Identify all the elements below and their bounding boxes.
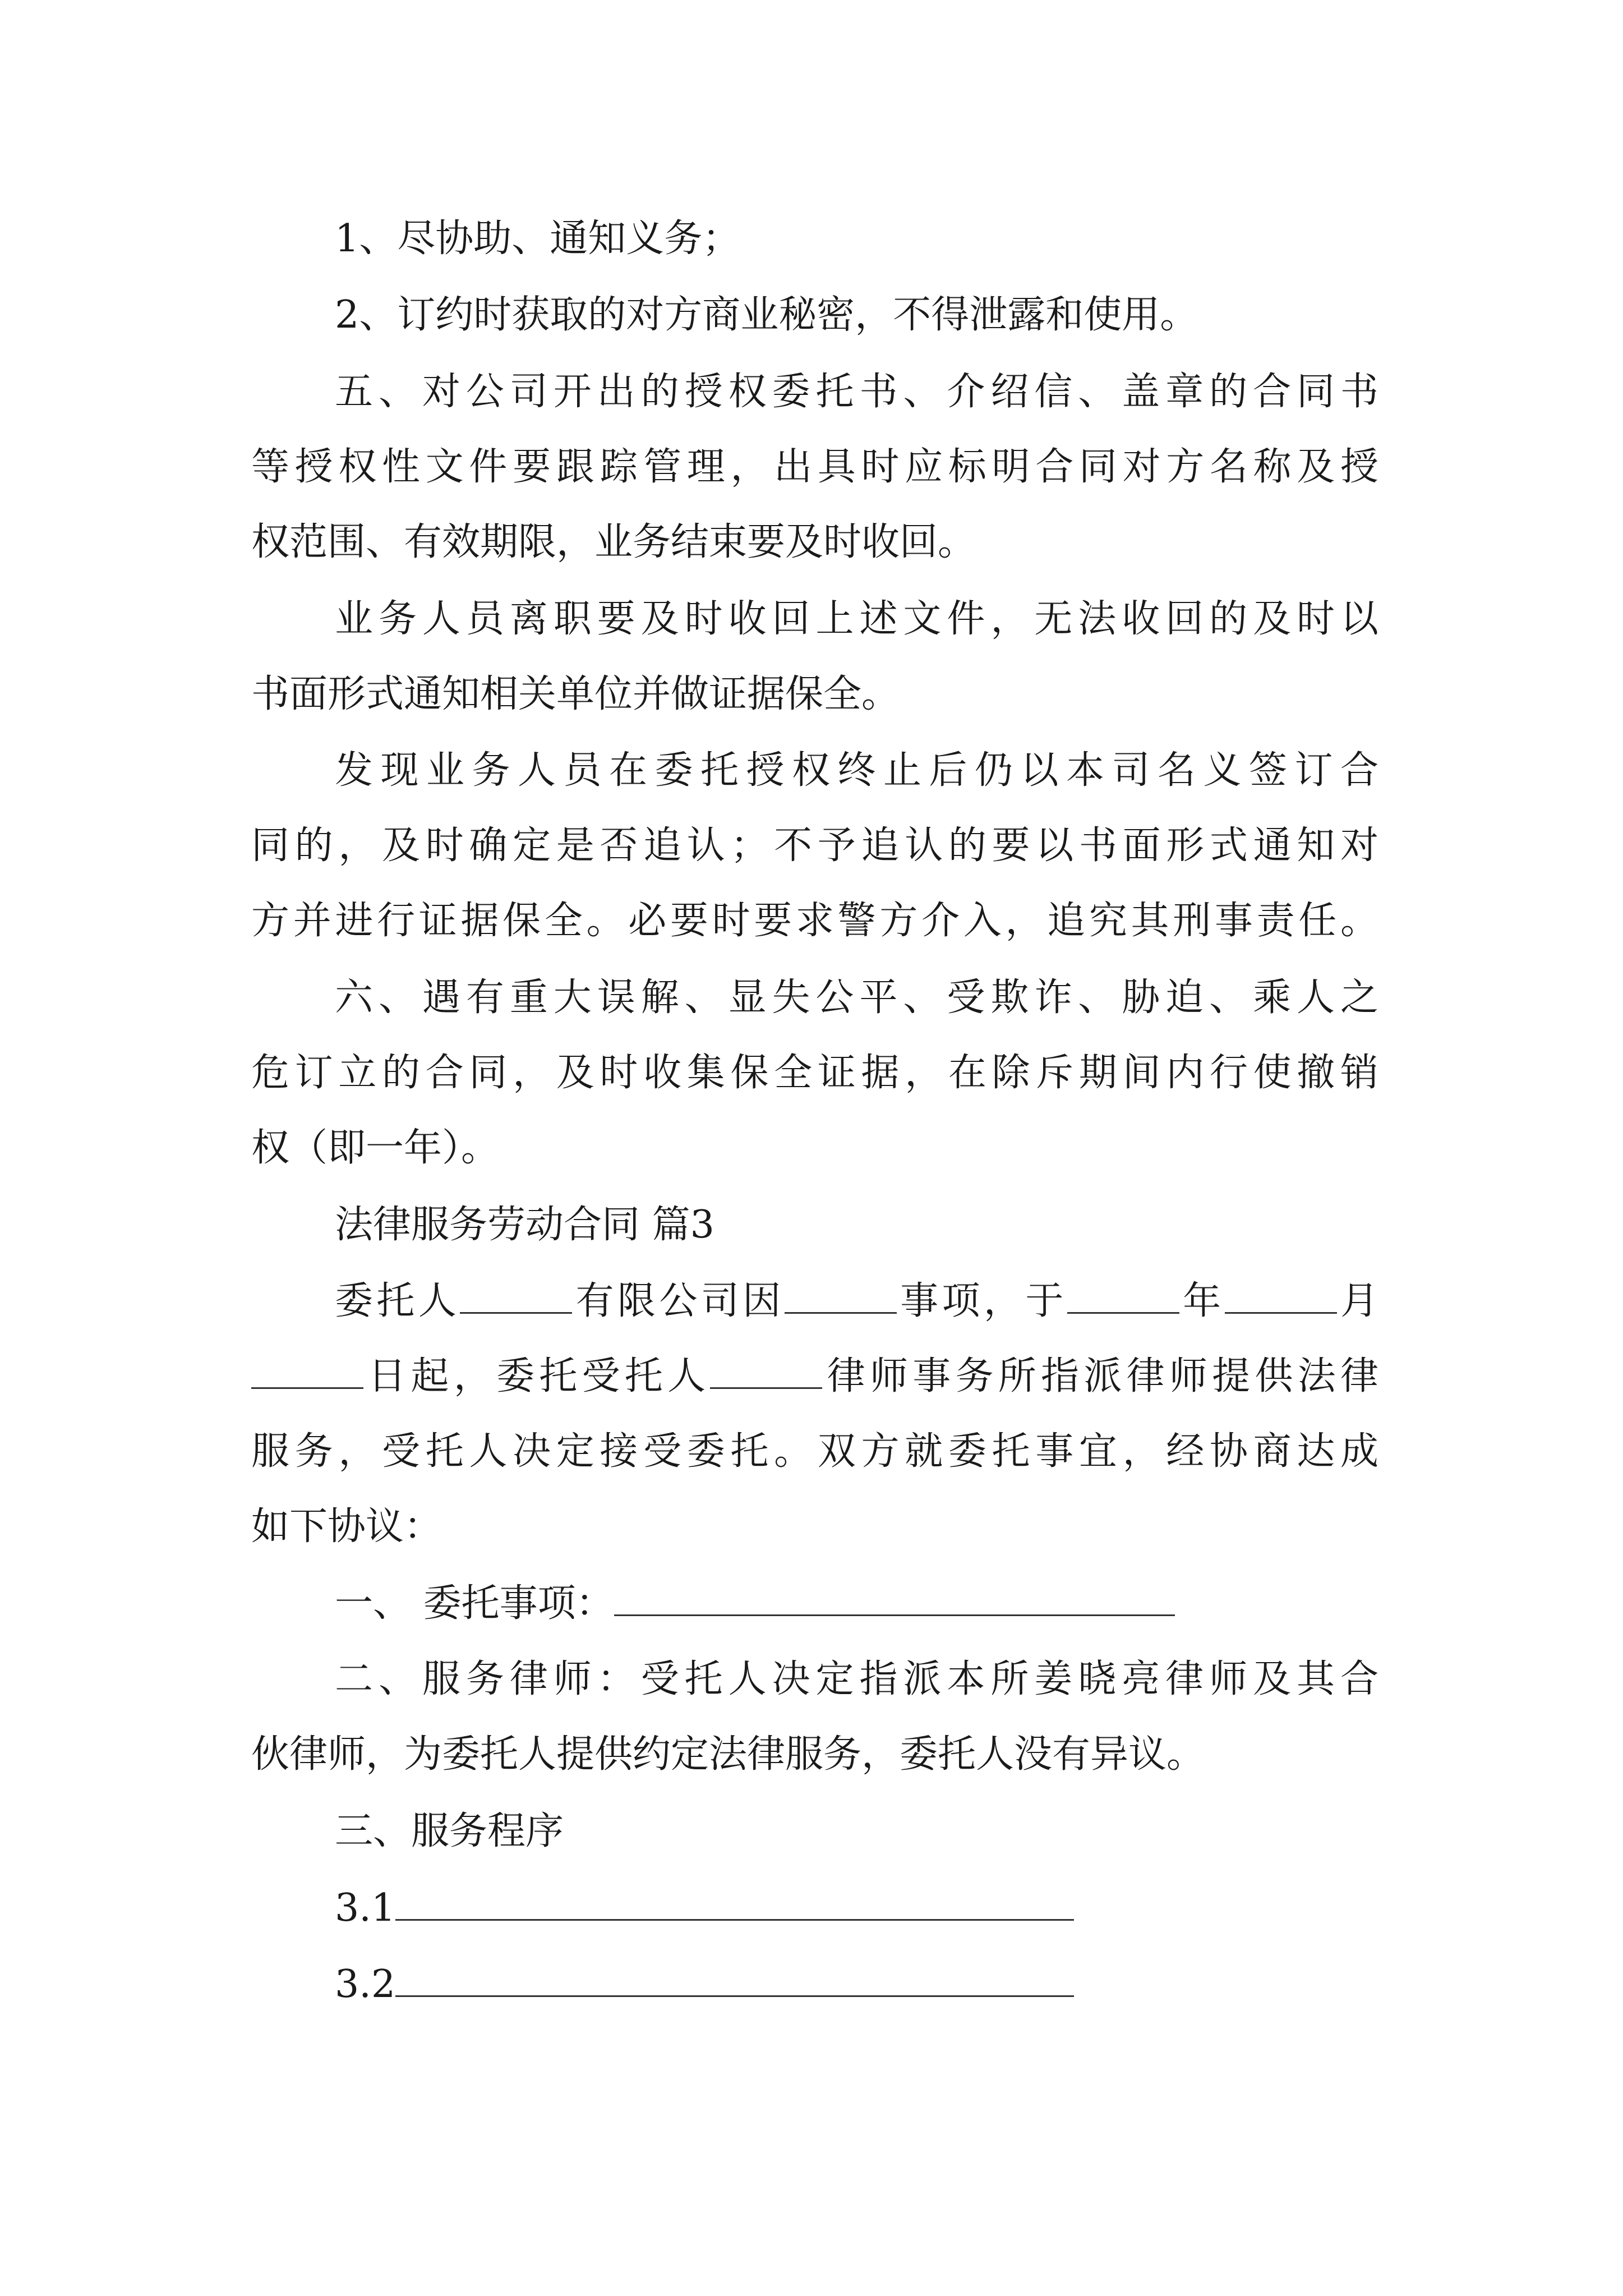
paragraph-line: 同的，及时确定是否追认；不予追认的要以书面形式通知对 [251,823,1378,868]
sub-item-number: 3.2 [335,1962,396,2007]
intro-text: 律师事务所指派律师提供法律 [822,1354,1378,1398]
intro-text: 有限公司因 [572,1279,785,1323]
item-entrusted-matters [335,1581,1175,1626]
intro-text: 年 [1179,1279,1225,1323]
paragraph-line: 2、订约时获取的对方商业秘密，不得泄露和使用。 [335,293,1198,337]
fill-in-blank [395,1992,1074,1997]
fill-in-blank [785,1309,897,1314]
paragraph-line: 六、遇有重大误解、显失公平、受欺诈、胁迫、乘人之 [335,976,1378,1020]
fill-in-blank [460,1309,572,1314]
fill-in-blank [251,1384,363,1389]
intro-text: 事项，于 [896,1279,1067,1323]
paragraph-line: 伙律师，为委托人提供约定法律服务，委托人没有异议。 [251,1732,1205,1777]
intro-line-4: 如下协议： [251,1504,442,1549]
paragraph-line: 1、尽协助、通知义务； [335,217,741,261]
paragraph-line: 书面形式通知相关单位并做证据保全。 [251,672,900,716]
paragraph-line: 业务人员离职要及时收回上述文件，无法收回的及时以 [335,597,1378,641]
intro-text: 日起，委托受托人 [363,1354,711,1398]
paragraph-line: 等授权性文件要跟踪管理，出具时应标明合同对方名称及授 [251,445,1378,489]
fill-in-blank [395,1916,1074,1921]
fill-in-blank [710,1384,822,1389]
fill-in-blank [1067,1309,1179,1314]
paragraph-line: 二、服务律师：受托人决定指派本所姜晓亮律师及其合 [335,1657,1378,1701]
paragraph-line: 发现业务人员在委托授权终止后仍以本司名义签订合 [335,748,1378,793]
paragraph-line: 权范围、有效期限，业务结束要及时收回。 [251,520,976,564]
sub-item-3-2 [335,1962,1074,2007]
paragraph-line: 危订立的合同，及时收集保全证据，在除斥期间内行使撤销 [251,1051,1378,1095]
paragraph-line: 权（即一年）。 [251,1126,500,1170]
intro-line-3: 服务，受托人决定接受委托。双方就委托事宜，经协商达成 [251,1429,1378,1474]
fill-in-blank [614,1611,1175,1616]
item-label: 一、 委托事项： [335,1581,614,1626]
sub-item-number: 3.1 [335,1886,396,1930]
intro-text: 月 [1336,1279,1378,1323]
item-service-procedure: 三、服务程序 [335,1809,564,1853]
intro-line-2 [251,1354,1378,1398]
paragraph-line: 五、对公司开出的授权委托书、介绍信、盖章的合同书 [335,370,1378,414]
intro-line-1 [335,1279,1378,1323]
paragraph-line: 方并进行证据保全。必要时要求警方介入，追究其刑事责任。 [251,899,1378,943]
section-title: 法律服务劳动合同 篇3 [335,1203,714,1247]
sub-item-3-1 [335,1886,1074,1930]
intro-text: 委托人 [335,1279,460,1323]
fill-in-blank [1225,1309,1337,1314]
